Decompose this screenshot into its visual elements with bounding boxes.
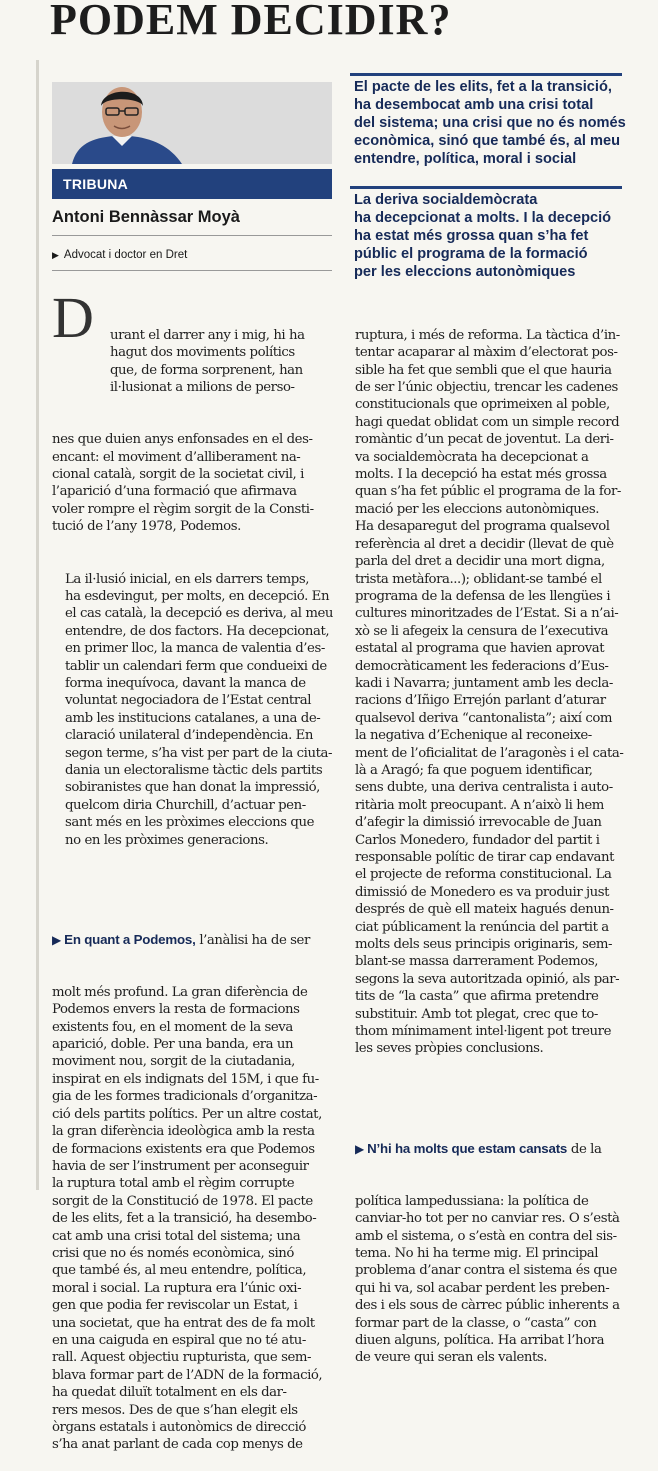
pull-quote-rule — [350, 73, 622, 76]
drop-cap: D — [52, 285, 94, 350]
paragraph-3-first: l’anàlisi ha de ser — [195, 932, 310, 948]
left-column-rule — [36, 60, 39, 1190]
author-name: Antoni Bennàssar Moyà — [52, 208, 240, 226]
paragraph-3-opening — [52, 931, 336, 949]
author-credentials — [52, 246, 332, 264]
paragraph-4: ruptura, i més de reforma. La tàctica d’in- tentar acaparar al màxim d’electorat pos- sible ha fet que sembli que el que hauria de ser l’únic objectiu, trencar les cadenes constitucionals que oprimeixen al poble, hagi quedat oblidat com un simple record romàntic d’un pecat de joventut. La deri- va socialdemòcrata ha decepcionat a molts. I la decepció ha estat més grossa quan s’ha fet públic el programa de la for- mació per les eleccions autonòmiques. Ha desaparegut del programa qualsevol referència al dret a decidir (llevat de què parla del dret a decidir una mort digna, trista metàfora...); oblidant-se també el programa de la defensa de les llengües i cultures minoritzades de l’Estat. Si a n’ai- xò se li afegeix la censura de l’executiva estatal al programa que havien aprovat democràticament les federacions d’Eus- kadi i Navarra; juntament amb les decla- racions d’Iñigo Errejón parlant d’aturar qualsevol deriva “cantonalista”; així com la negativa d’Echenique al reconeixe- ment de l’oficialitat de l’aragonès i el cata- là a Aragó; fa que poguem identificar, sens dubte, una deriva centralista i auto- ritària molt preocupant. A n’això li hem d’afegir la dimissió irrevocable de Juan Carlos Monedero, fundador del partit i responsable polític de tirar cap endavant el projecte de reforma constitucional. La dimissió de Monedero es va produir just després de què ell mateix hagués denun- ciat públicament la renúncia del partit a molts dels seus principis originaris, sem- blant-se massa darrerament Podemos, segons la seva autoritzada opinió, als par- tits de “la casta” que afirma pretendre substituir. Amb tot plegat, crec que to- thom mínimament intel·ligent pot treure les seves pròpies conclusions. — [355, 327, 624, 1057]
paragraph-1-opening: urant el darrer any i mig, hi ha hagut dos moviments polítics que, de forma sorprenent, han il·lusionat a milions de perso- — [110, 327, 305, 396]
arrow-right-icon: ▶ — [52, 932, 65, 947]
credentials-text: Advocat i doctor en Dret — [63, 249, 188, 261]
lead-in-cansats: N’hi ha molts que estam cansats — [367, 1140, 568, 1156]
paragraph-2: La il·lusió inicial, en els darrers temps, ha esdevingut, per molts, en decepció. En el cas català, la decepció es deriva, al meu entendre, de dos factors. Ha decepcionat, en primer lloc, la manca de valentia d’es- tablir un calendari ferm que condueixi de forma inequívoca, davant la manca de voluntat negociadora de l’Estat central amb les institucions catalanes, a una de- claració unilateral d’independència. En segon terme, s’ha vist per part de la ciuta- dania un electoralisme tàctic dels partits sobiranistes que han donat la impressió, quelcom diria Churchill, d’actuar pen- sant més en les pròximes eleccions que no en les pròximes generacions. — [65, 571, 334, 848]
lead-in-podemos: En quant a Podemos, — [64, 931, 196, 947]
paragraph-5-first: de la — [567, 1141, 602, 1157]
arrow-right-icon: ▶ — [355, 1141, 368, 1156]
section-tag: TRIBUNA — [52, 169, 332, 199]
paragraph-5-opening — [355, 1140, 645, 1158]
pull-quote-rule — [350, 186, 622, 189]
article-column-left — [52, 285, 336, 1471]
triangle-right-icon: ▶ — [52, 250, 59, 260]
pull-quote-1: El pacte de les elits, fet a la transició, ha desembocat amb una crisi total del sistema; una crisi que no és només econòmica, sinó que també és, al meu entendre, política, moral i social — [354, 79, 626, 167]
author-divider — [52, 235, 332, 236]
paragraph-5: política lampedussiana: la política de canviar-ho tot per no canviar res. O s’està amb el sistema, o s’està en contra del sis- tema. No hi ha terme mig. El principal problema d’anar contra el sistema és que qui hi va, sol acabar perdent les preben- des i els sous de càrrec públic inherents a formar part de la classe, o “casta” con diuen alguns, política. Ha arribat l’hora de veure qui seran els valents. — [355, 1193, 620, 1366]
credentials-divider — [52, 270, 332, 271]
pull-quote-2: La deriva socialdemòcrata ha decepcionat a molts. I la decepció ha estat més grossa quan s’ha fet públic el programa de la formació per les eleccions autonòmiques — [354, 192, 612, 280]
paragraph-1: nes que duien anys enfonsades en el des- encant: el moviment d’alliberament na- cional català, sorgit de la societat civil, i l’aparició d’una formació que afirmava voler rompre el règim sorgit de la Consti- tució de l’any 1978, Podemos. — [52, 432, 314, 535]
author-photo — [52, 82, 332, 164]
headline: PODEM DECIDIR? — [50, 0, 452, 44]
article-column-right — [355, 292, 645, 1384]
paragraph-3: molt més profund. La gran diferència de Podemos envers la resta de formacions existents fou, en el moment de la seva aparició, doble. Per una banda, era un moviment nou, sorgit de la ciutadania, inspirat en els indignats del 15M, i que fu- gia de les formes tradicionals d’organitza- ció dels partits polítics. Per un altre costat, la gran diferència ideològica amb la resta de formacions existents era que Podemos havia de ser l’instrument per aconseguir la ruptura total amb el règim corrupte sorgit de la Constitució de 1978. El pacte de les elits, fet a la transició, ha desembo- cat amb una crisi total del sistema; una crisi que no és només econòmica, sinó que també és, al meu entendre, política, moral i social. La ruptura era l’únic oxi- gen que podia fer reviscolar un Estat, i una societat, que ha entrat des de fa molt en una caiguda en espiral que no té atu- rall. Aquest objectiu rupturista, que sem- blava formar part de l’ADN de la formació, ha quedat diluït totalment en els dar- rers mesos. Des de que s’han elegit els òrgans estatals i autonòmics de direcció s’ha anat parlant de cada cop menys de — [52, 984, 323, 1453]
